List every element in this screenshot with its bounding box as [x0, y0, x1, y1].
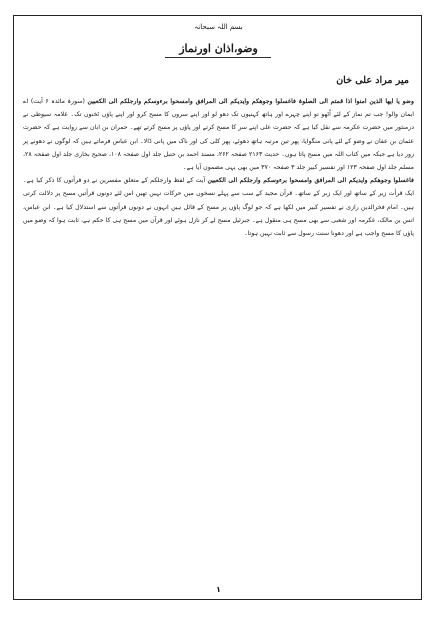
author-name: میر مراد علی خان [336, 75, 409, 86]
bismillah-heading: بسم اللہ سبحانہ [194, 23, 243, 31]
document-title: وضو،اذان اورنماز [179, 42, 258, 55]
paragraph-1 [23, 95, 414, 174]
paragraph-2 [23, 174, 414, 240]
paragraph-text: (سورۃ مائدہ ۶ آیت) اے ایمان والو! جب تم نماز کے لئے اُٹھو تو اپنے چہرے اور ہاتھ کہنیوں تک دھو لو اور اپنے سروں کا مسح کرو اور اپنے پاؤں ٹخنوں تک۔ علامہ سیوطی نے درمنثور میں حضرت عکرمہ سے نقل کیا ہے کہ حضرت علی اپنے سر کا مسح کرتے اور پاؤں پر مسح کرتے تھے۔ حمران بن ابان سے روایت ہے کہ حضرت عثمان بن عفان نے وضو کے لئے پانی منگوایا، پھر تین مرتبہ ہاتھ دھوئے، پھر کلی کی اور ناک میں پانی ڈالا۔ ابن عباس فرماتے ہیں کہ لوگوں نے دھونے پر زور دیا ہے جبکہ میں کتاب اللہ میں مسح پاتا ہوں۔ حدیث ۲۱۶۳ صفحہ ۲۶۲، مسند احمد بن حنبل جلد اول صفحہ ۱۰۸، صحیح بخاری جلد اول صفحہ ۲۸، مسلم جلد اول صفحہ ۱۲۳ اور تفسیر کبیر جلد ۳ صفحہ ۳۷۰ میں بھی یہی مضمون آیا ہے۔ [23, 98, 415, 172]
quranic-verse: وضو یا ایھا الذین امنوا اذا قمتم الی الصلوۃ فاغسلوا وجوھکم وایدیکم الی المرافق وامسحوا برءوسکم وارجلکم الی الکعبین [87, 98, 415, 105]
page-number: ۱ [216, 585, 221, 594]
title-underline [165, 57, 271, 58]
document-body [23, 95, 414, 240]
paragraph-text: آیت کے لفظ وارجلکم کے متعلق مفسرین نے دو قرأتوں کا ذکر کیا ہے۔ ایک قرأت زیر کے ساتھ اور ایک زبر کے ساتھ۔ قرآن مجید کے سب سے پہلے نسخوں میں حرکات نہیں تھیں اس لئے دونوں قرأتیں مسح پر دلالت کرتی ہیں۔ امام فخرالدین رازی نے تفسیر کبیر میں لکھا ہے کہ جو لوگ پاؤں پر مسح کے قائل ہیں انہوں نے دونوں قرأتوں سے استدلال کیا ہے۔ ابن عباس، انس بن مالک، عکرمہ اور شعبی سے بھی مسح ہی منقول ہے۔ جبرئیل مسح لے کر نازل ہوئے اور قرآن میں مسح ہی کا حکم ہے، ثابت ہوا کہ وضو میں پاؤں کا مسح واجب ہے اور دھونا سنت رسول سے ثابت نہیں ہوتا۔ [23, 177, 414, 238]
quranic-verse: فاغسلوا وجوھکم وایدیکم الی المرافق وامسحوا برءوسکم وارجلکم الی الکعبین [207, 177, 415, 185]
